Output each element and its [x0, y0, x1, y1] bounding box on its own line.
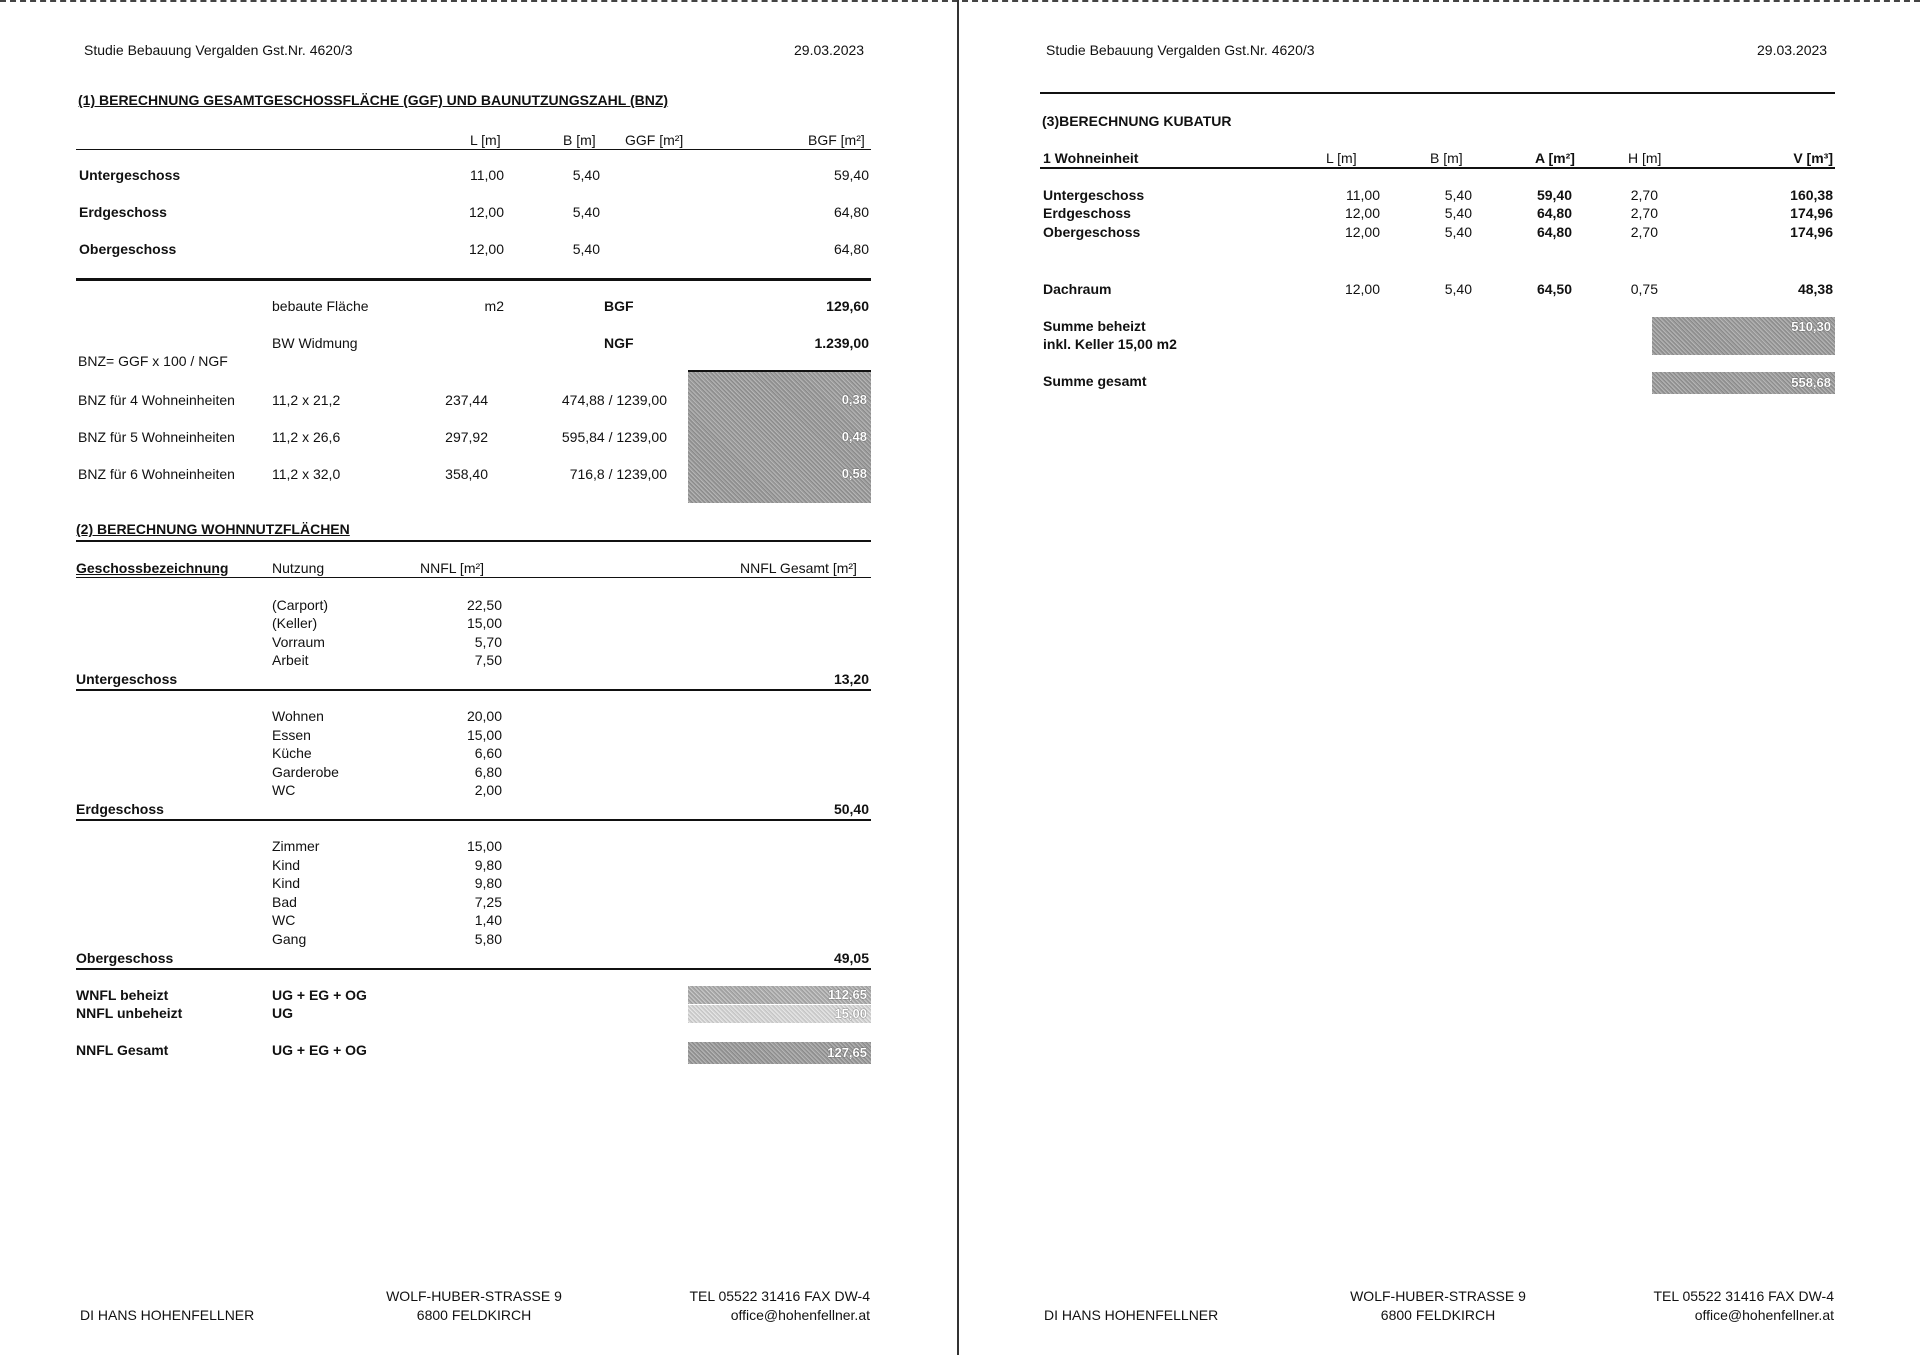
bnz-row-area: 297,92 — [445, 429, 488, 445]
bnz-row-label: BNZ für 6 Wohneinheiten — [78, 466, 235, 482]
list-item-name: Küche — [272, 745, 312, 761]
list-item-name: Essen — [272, 727, 311, 743]
s1-row-b: 5,40 — [572, 204, 600, 220]
ug-total: 13,20 — [833, 671, 869, 687]
bnz-row-area: 358,40 — [445, 466, 488, 482]
bgf-label: BGF — [604, 298, 634, 314]
s3-row-l: 12,00 — [1344, 224, 1380, 240]
bebaute-unit: m2 — [484, 298, 504, 314]
dach-v: 48,38 — [1797, 281, 1833, 297]
list-item-value: 22,50 — [466, 597, 502, 613]
s1-row-name: Obergeschoss — [79, 241, 177, 257]
bnz-value: 0,38 — [841, 392, 867, 407]
summe-gesamt-shaded-cell — [1652, 372, 1835, 394]
s2-header-nnfl: NNFL [m²] — [420, 560, 485, 576]
dach-b: 5,40 — [1444, 281, 1472, 297]
list-item-value: 9,80 — [474, 857, 502, 873]
og-label: Obergeschoss — [76, 950, 174, 966]
list-item-value: 7,50 — [474, 652, 502, 668]
summary-formula: UG + EG + OG — [272, 987, 367, 1003]
list-item-value: 20,00 — [466, 708, 502, 724]
footer-city: 6800 FELDKIRCH — [416, 1307, 532, 1323]
s1-header-l: L [m] — [470, 132, 501, 148]
list-item-name: Wohnen — [272, 708, 324, 724]
bnz-row-label: BNZ für 4 Wohneinheiten — [78, 392, 235, 408]
summary-shaded-cell — [688, 1042, 871, 1064]
list-item-value: 2,00 — [474, 782, 502, 798]
footer-email: office@hohenfellner.at — [1694, 1307, 1834, 1323]
dach-a: 64,50 — [1536, 281, 1572, 297]
s2-title-rule — [76, 540, 871, 542]
list-item-value: 5,70 — [474, 634, 502, 650]
s1-row-bgf: 64,80 — [833, 241, 869, 257]
s2-header-gesamt: NNFL Gesamt [m²] — [740, 560, 857, 576]
list-item-value: 5,80 — [474, 931, 502, 947]
list-item-value: 6,80 — [474, 764, 502, 780]
footer-tel: TEL 05522 31416 FAX DW-4 — [1653, 1288, 1834, 1304]
header-date: 29.03.2023 — [794, 42, 865, 58]
list-item-value: 15,00 — [466, 727, 502, 743]
eg-rule — [76, 819, 871, 821]
eg-total: 50,40 — [833, 801, 869, 817]
bnz-shaded-box — [688, 372, 871, 503]
header-title: Studie Bebauung Vergalden Gst.Nr. 4620/3 — [84, 42, 353, 58]
s1-row-l: 11,00 — [470, 167, 504, 183]
bnz-row-dims: 11,2 x 26,6 — [272, 429, 341, 445]
bnz-formula: BNZ= GGF x 100 / NGF — [78, 353, 228, 369]
summe-beheizt-value: 510,30 — [1791, 319, 1831, 334]
s1-total-rule — [76, 278, 871, 281]
dach-h: 0,75 — [1630, 281, 1658, 297]
s1-header-b: B [m] — [563, 132, 596, 148]
s3-row-h: 2,70 — [1630, 187, 1658, 203]
bnz-row-dims: 11,2 x 21,2 — [272, 392, 341, 408]
s3-row-v: 174,96 — [1790, 224, 1833, 240]
list-item-value: 1,40 — [474, 912, 502, 928]
s3-header-h: H [m] — [1628, 150, 1662, 166]
bnz-row-calc: 716,8 / 1239,00 — [569, 466, 667, 482]
s3-row-name: Erdgeschoss — [1043, 205, 1131, 221]
s1-row-b: 5,40 — [572, 241, 600, 257]
s1-row-bgf: 59,40 — [833, 167, 869, 183]
s1-header-rule — [76, 149, 871, 150]
footer-email: office@hohenfellner.at — [730, 1307, 870, 1323]
s3-header-unit: 1 Wohneinheit — [1043, 150, 1139, 166]
list-item-name: WC — [272, 912, 296, 928]
header-rule — [1040, 92, 1835, 94]
s2-header-geschoss: Geschossbezeichnung — [76, 560, 229, 576]
s3-row-h: 2,70 — [1630, 205, 1658, 221]
section2-title: (2) BERECHNUNG WOHNNUTZFLÄCHEN — [76, 521, 350, 537]
list-item-value: 15,00 — [466, 838, 502, 854]
summe-gesamt-value: 558,68 — [1791, 375, 1831, 390]
list-item-name: (Carport) — [272, 597, 329, 613]
s1-row-bgf: 64,80 — [833, 204, 869, 220]
list-item-name: Kind — [272, 857, 301, 873]
footer-name: DI HANS HOHENFELLNER — [80, 1307, 255, 1323]
s3-row-b: 5,40 — [1444, 205, 1472, 221]
ngf-label: NGF — [604, 335, 634, 351]
header-date: 29.03.2023 — [1757, 42, 1828, 58]
s3-row-h: 2,70 — [1630, 224, 1658, 240]
bgf-value: 129,60 — [826, 298, 869, 314]
s1-header-bgf: BGF [m²] — [808, 132, 865, 148]
page-right — [960, 0, 1920, 1355]
s3-row-a: 64,80 — [1536, 224, 1572, 240]
s3-row-a: 59,40 — [1536, 187, 1572, 203]
s3-row-a: 64,80 — [1536, 205, 1572, 221]
s3-header-a: A [m²] — [1535, 150, 1575, 166]
s3-row-l: 11,00 — [1346, 187, 1380, 203]
bnz-value: 0,58 — [841, 466, 867, 481]
footer-street: WOLF-HUBER-STRASSE 9 — [1350, 1288, 1526, 1304]
header-title: Studie Bebauung Vergalden Gst.Nr. 4620/3 — [1046, 42, 1315, 58]
list-item-name: Vorraum — [272, 634, 325, 650]
summary-value: 127,65 — [827, 1045, 867, 1060]
s1-row-l: 12,00 — [468, 204, 504, 220]
s3-row-v: 174,96 — [1790, 205, 1833, 221]
list-item-name: Kind — [272, 875, 301, 891]
s3-row-name: Obergeschoss — [1043, 224, 1141, 240]
summary-formula: UG + EG + OG — [272, 1042, 367, 1058]
s3-header-b: B [m] — [1430, 150, 1463, 166]
s3-row-b: 5,40 — [1444, 187, 1472, 203]
s1-row-b: 5,40 — [572, 167, 600, 183]
s3-row-name: Untergeschoss — [1043, 187, 1145, 203]
section1-title: (1) BERECHNUNG GESAMTGESCHOSSFLÄCHE (GGF) UND BAUNUTZUNGSZAHL (BNZ) — [78, 92, 669, 108]
ug-rule — [76, 689, 871, 691]
list-item-value: 15,00 — [466, 615, 502, 631]
list-item-name: Bad — [272, 894, 297, 910]
bnz-row-area: 237,44 — [445, 392, 488, 408]
summary-label: NNFL unbeheizt — [76, 1005, 183, 1021]
s1-row-name: Erdgeschoss — [79, 204, 167, 220]
footer-tel: TEL 05522 31416 FAX DW-4 — [689, 1288, 870, 1304]
ug-label: Untergeschoss — [76, 671, 178, 687]
s3-header-l: L [m] — [1326, 150, 1357, 166]
list-item-name: Arbeit — [272, 652, 309, 668]
ngf-value: 1.239,00 — [814, 335, 869, 351]
bnz-row-calc: 595,84 / 1239,00 — [561, 429, 667, 445]
list-item-value: 6,60 — [474, 745, 502, 761]
bw-label: BW Widmung — [272, 335, 358, 351]
bebaute-label: bebaute Fläche — [272, 298, 369, 314]
footer-name: DI HANS HOHENFELLNER — [1044, 1307, 1219, 1323]
summe-beheizt-shaded-cell — [1652, 317, 1835, 355]
summary-label: WNFL beheizt — [76, 987, 169, 1003]
list-item-name: Zimmer — [272, 838, 320, 854]
summary-value: 112,65 — [827, 987, 867, 1002]
summary-label: NNFL Gesamt — [76, 1042, 169, 1058]
s2-header-rule — [76, 577, 871, 578]
bnz-row-calc: 474,88 / 1239,00 — [561, 392, 667, 408]
footer-street: WOLF-HUBER-STRASSE 9 — [386, 1288, 562, 1304]
summary-value: 15,00 — [834, 1006, 867, 1021]
s1-row-l: 12,00 — [468, 241, 504, 257]
og-rule — [76, 968, 871, 970]
s3-row-l: 12,00 — [1344, 205, 1380, 221]
summe-beheizt-label: Summe beheizt — [1043, 318, 1146, 334]
summe-beheizt-sub: inkl. Keller 15,00 m2 — [1043, 336, 1177, 352]
list-item-name: Gang — [272, 931, 307, 947]
dach-name: Dachraum — [1043, 281, 1112, 297]
dach-l: 12,00 — [1344, 281, 1380, 297]
s3-header-rule — [1040, 167, 1835, 169]
list-item-name: WC — [272, 782, 296, 798]
list-item-name: (Keller) — [272, 615, 318, 631]
summe-gesamt-label: Summe gesamt — [1043, 373, 1147, 389]
bnz-row-dims: 11,2 x 32,0 — [272, 466, 341, 482]
section3-title: (3)BERECHNUNG KUBATUR — [1042, 113, 1232, 129]
summary-shaded-cell — [688, 986, 871, 1004]
list-item-name: Garderobe — [272, 764, 339, 780]
list-item-value: 7,25 — [474, 894, 502, 910]
eg-label: Erdgeschoss — [76, 801, 164, 817]
bnz-value: 0,48 — [841, 429, 867, 444]
list-item-value: 9,80 — [474, 875, 502, 891]
s3-header-v: V [m³] — [1793, 150, 1833, 166]
s3-row-b: 5,40 — [1444, 224, 1472, 240]
summary-shaded-cell — [688, 1005, 871, 1023]
bnz-row-label: BNZ für 5 Wohneinheiten — [78, 429, 235, 445]
s1-row-name: Untergeschoss — [79, 167, 181, 183]
s3-row-v: 160,38 — [1790, 187, 1833, 203]
s2-header-nutzung: Nutzung — [272, 560, 325, 576]
s1-header-ggf: GGF [m²] — [625, 132, 684, 148]
summary-formula: UG — [272, 1005, 293, 1021]
og-total: 49,05 — [833, 950, 869, 966]
footer-city: 6800 FELDKIRCH — [1380, 1307, 1496, 1323]
